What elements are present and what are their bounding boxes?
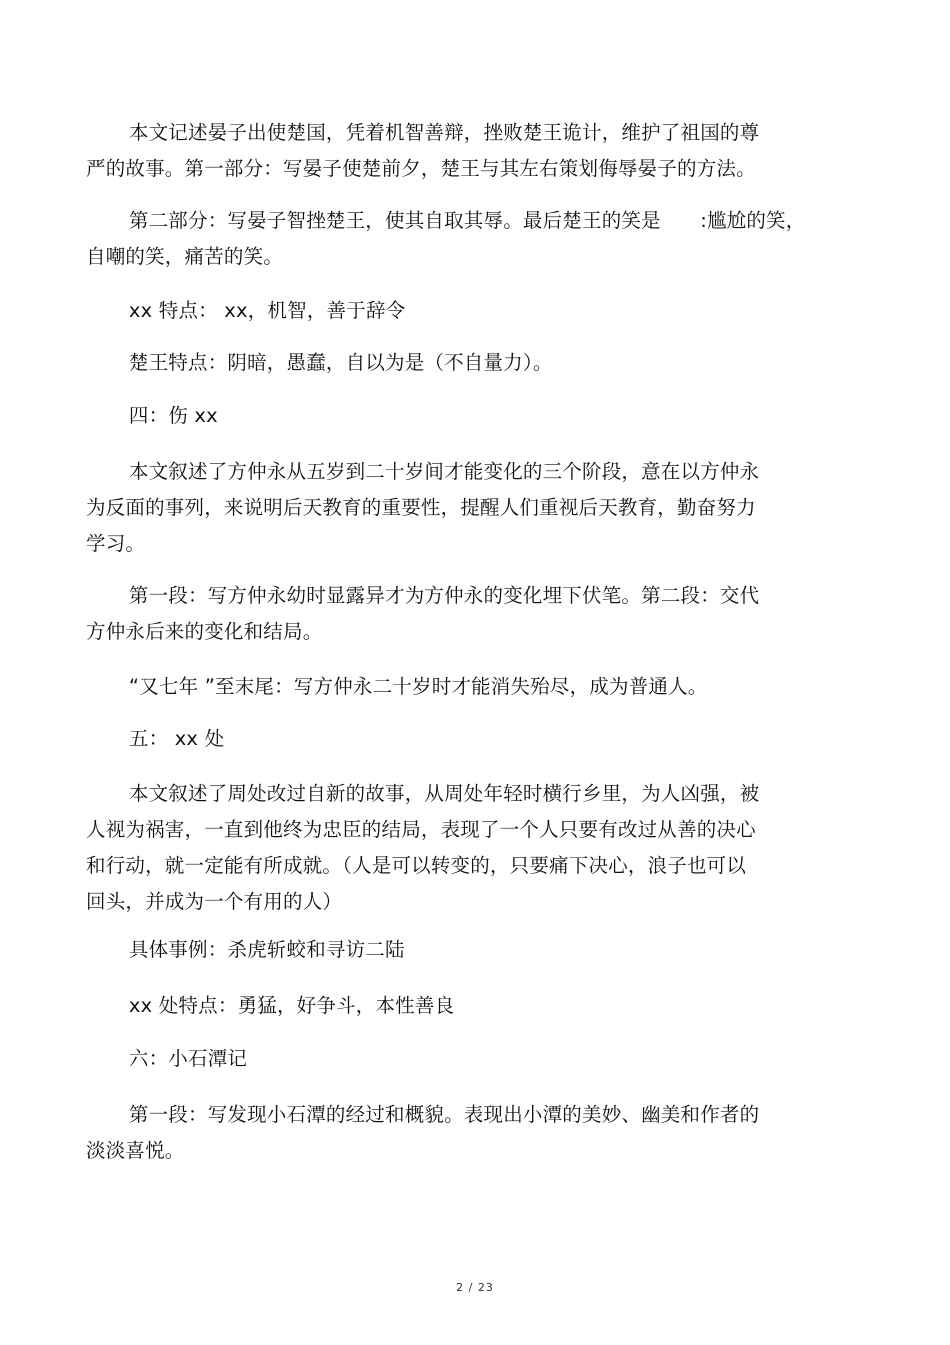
text-line: 人视为祸害，一直到他终为忠臣的结局，表现了一个人只要有改过从善的决心 xyxy=(86,818,756,841)
text-line: 具体事例：杀虎斩蛟和寻访二陆 xyxy=(128,938,405,961)
text-line: 学习。 xyxy=(86,532,146,555)
paragraph-zhouchu-summary xyxy=(86,776,831,920)
text-line: 第一段：写发现小石潭的经过和概貌。表现出小潭的美妙、幽美和作者的 xyxy=(128,1103,760,1126)
section-heading-four xyxy=(86,398,831,434)
text-line: 回头，并成为一个有用的人） xyxy=(86,890,343,913)
text-line: 淡淡喜悦。 xyxy=(86,1139,185,1162)
text-line: 楚王特点：阴暗，愚蠢，自以为是（不自量力）。 xyxy=(128,351,553,374)
paragraph-zhongyong-ending xyxy=(86,669,831,705)
paragraph-yanzi-traits xyxy=(86,293,831,329)
paragraph-zhongyong-sections xyxy=(86,578,831,650)
text-line: 五： xx 处 xyxy=(128,727,225,750)
section-heading-six xyxy=(86,1041,831,1077)
text-line: 严的故事。第一部分：写晏子使楚前夕，楚王与其左右策划侮辱晏子的方法。 xyxy=(86,157,756,180)
text-line: 为反面的事列，来说明后天教育的重要性，提醒人们重视后天教育，勤奋努力 xyxy=(86,496,756,519)
paragraph-xiaoshitan xyxy=(86,1097,831,1169)
text-line: 和行动，就一定能有所成就。（人是可以转变的，只要痛下决心，浪子也可以 xyxy=(86,854,747,877)
section-heading-five xyxy=(86,721,831,757)
text-line: 第二部分：写晏子智挫楚王，使其自取其辱。最后楚王的笑是 :尴尬的笑， xyxy=(128,209,806,232)
text-line: 第一段：写方仲永幼时显露异才为方仲永的变化埋下伏笔。第二段：交代 xyxy=(128,584,760,607)
page-indicator: 2 / 23 xyxy=(456,1281,494,1294)
paragraph-zhouchu-examples xyxy=(86,932,831,968)
text-line: xx 处特点：勇猛，好争斗，本性善良 xyxy=(128,994,455,1017)
paragraph-yanzi-part2 xyxy=(86,203,831,275)
paragraph-chuwang-traits xyxy=(86,345,831,381)
text-line: 本文记述晏子出使楚国，凭着机智善辩，挫败楚王诡计，维护了祖国的尊 xyxy=(128,121,760,144)
paragraph-yanzi-summary xyxy=(86,115,831,187)
text-line: “又七年 ”至末尾：写方仲永二十岁时才能消失殆尽，成为普通人。 xyxy=(128,675,708,698)
text-line: 方仲永后来的变化和结局。 xyxy=(86,620,323,643)
paragraph-zhongyong-summary xyxy=(86,454,831,562)
text-line: 自嘲的笑，痛苦的笑。 xyxy=(86,245,284,268)
text-line: 本文叙述了方仲永从五岁到二十岁间才能变化的三个阶段，意在以方仲永 xyxy=(128,460,760,483)
text-line: 本文叙述了周处改过自新的故事，从周处年轻时横行乡里，为人凶强，被 xyxy=(128,782,760,805)
text-line: 四：伤 xx xyxy=(128,404,218,427)
paragraph-zhouchu-traits xyxy=(86,988,831,1024)
text-line: 六：小石潭记 xyxy=(128,1047,248,1070)
text-line: xx 特点： xx，机智，善于辞令 xyxy=(128,299,406,322)
